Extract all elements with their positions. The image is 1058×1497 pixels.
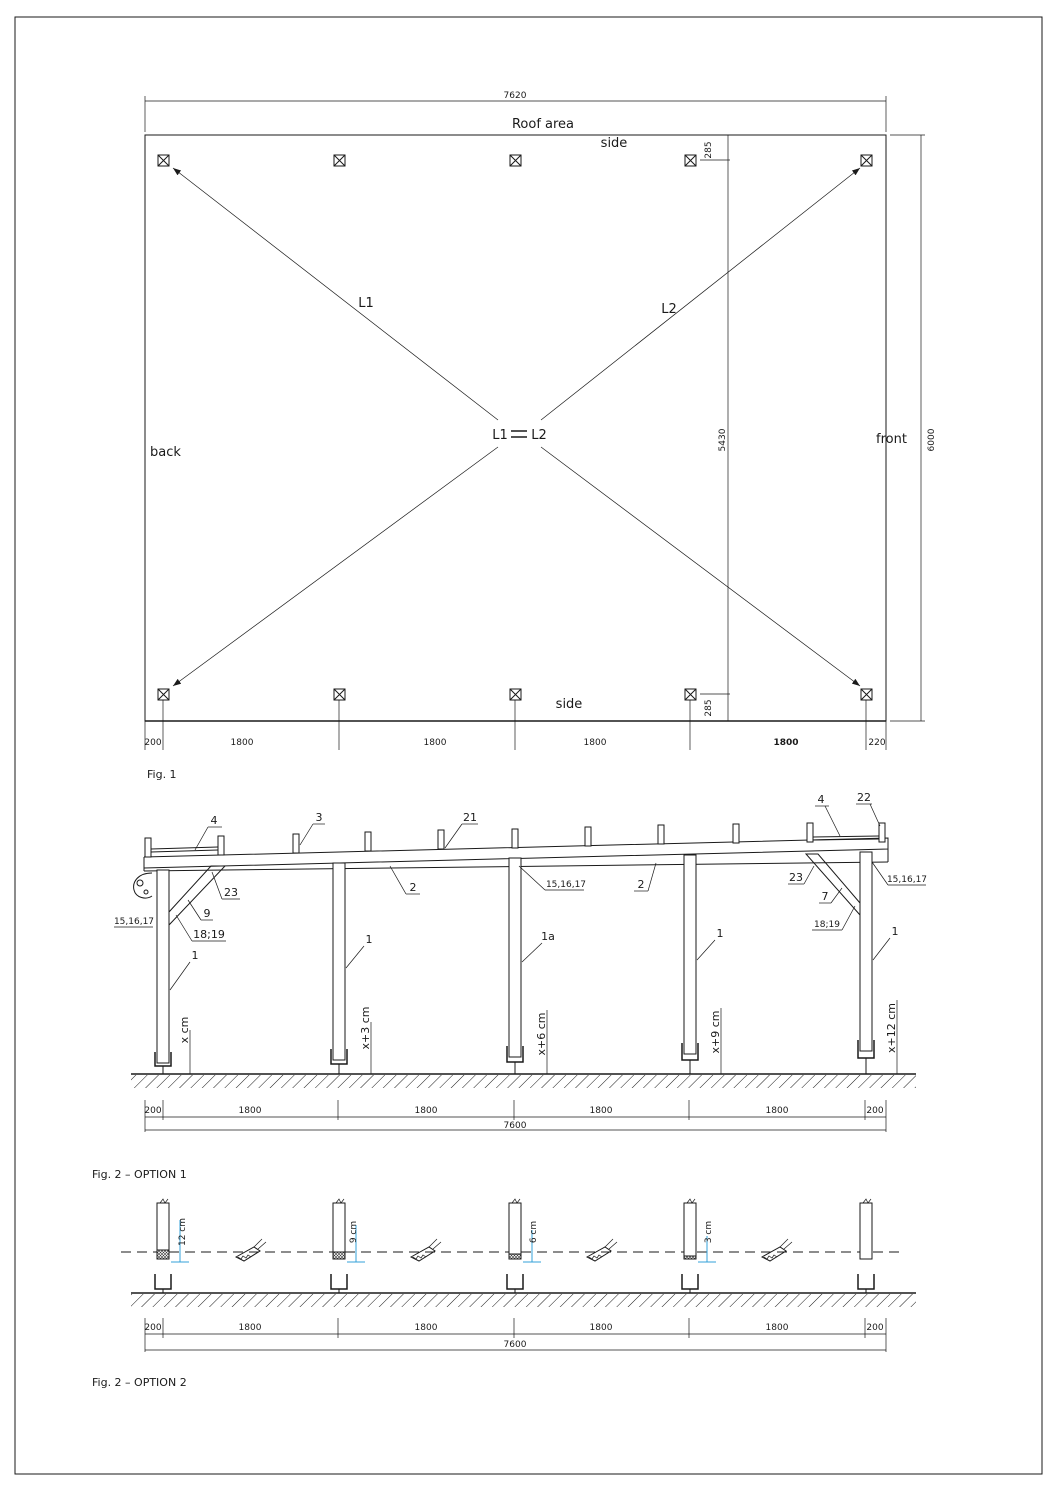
saw-icon (587, 1239, 617, 1261)
post (684, 855, 696, 1054)
dim-opt2-3: 1800 (589, 1323, 613, 1333)
dim-total-width: 7620 (503, 91, 527, 101)
diagonal-L1-top (173, 168, 498, 420)
label-post-3: 1a (541, 930, 555, 943)
post-marker (861, 689, 872, 700)
post-stub (333, 1203, 345, 1259)
label-part-23-right: 23 (789, 871, 803, 884)
label-part-4-left: 4 (210, 814, 218, 827)
post-stub (684, 1203, 696, 1259)
post-marker (861, 155, 872, 166)
height-post-3: x+6 cm (535, 1012, 548, 1056)
equality-left: L1 (492, 428, 508, 443)
dim-total-height: 6000 (927, 428, 937, 452)
cut-3: 6 cm (529, 1220, 539, 1244)
post-marker (158, 155, 169, 166)
label-part-23-left: 23 (224, 886, 238, 899)
label-part-9: 9 (203, 907, 211, 920)
diagonal-L2-top (541, 168, 860, 420)
dim-opt1-5: 200 (866, 1106, 884, 1116)
post-marker (685, 155, 696, 166)
dim-opt2-1: 1800 (238, 1323, 262, 1333)
dim-opt2-total: 7600 (503, 1340, 527, 1350)
dim-fig1-4: 1800 (773, 738, 799, 748)
bolt-detail-left (134, 873, 152, 898)
fig1-plan-view (144, 91, 937, 781)
fig1-caption: Fig. 1 (147, 768, 177, 781)
roof-area-label: Roof area (511, 117, 575, 132)
post-marker (510, 155, 521, 166)
fig2-option1-elevation (92, 791, 927, 1181)
dim-offset-bottom: 285 (704, 699, 714, 717)
dim-fig1-0: 200 (144, 738, 162, 748)
dim-inner-height: 5430 (718, 428, 728, 452)
label-part-2-b: 2 (637, 878, 645, 891)
roof-outline (145, 135, 886, 721)
post (509, 858, 521, 1057)
saw-icon (762, 1239, 792, 1261)
post (333, 863, 345, 1060)
label-part-1819-right: 18;19 (814, 920, 840, 930)
label-part-21: 21 (463, 811, 477, 824)
saw-icon (236, 1239, 266, 1261)
height-post-4: x+9 cm (709, 1010, 722, 1054)
dim-fig1-3: 1800 (583, 738, 607, 748)
dim-opt2-4: 1800 (765, 1323, 789, 1333)
front-label: front (876, 432, 907, 447)
dim-opt1-4: 1800 (765, 1106, 789, 1116)
posts-option1 (155, 852, 874, 1074)
post-marker (685, 689, 696, 700)
label-part-151617-right: 15,16,17 (886, 875, 928, 885)
post (860, 852, 872, 1051)
back-label: back (150, 445, 181, 460)
equality-right: L2 (531, 428, 547, 443)
panel-4-right (813, 836, 879, 837)
height-post-1: x cm (178, 1016, 191, 1044)
diagonal-L1-bottom (541, 447, 860, 686)
label-post-2: 1 (365, 933, 373, 946)
dim-opt1-3: 1800 (589, 1106, 613, 1116)
ground-hatch-2 (131, 1294, 916, 1307)
dim-opt1-2: 1800 (414, 1106, 438, 1116)
dim-offset-top: 285 (704, 141, 714, 159)
post-marker (334, 689, 345, 700)
side-bottom-label: side (555, 697, 583, 712)
fig2-option2-cut-detail (92, 1199, 916, 1389)
side-top-label: side (600, 136, 628, 151)
label-part-2-a: 2 (409, 881, 417, 894)
brace-left (169, 866, 225, 925)
cut-1: 12 cm (178, 1217, 188, 1247)
cut-2: 9 cm (349, 1220, 359, 1244)
ground-hatch-1 (131, 1075, 916, 1088)
post-marker (158, 689, 169, 700)
height-post-2: x+3 cm (359, 1006, 372, 1050)
label-part-4-right: 4 (817, 793, 825, 806)
height-post-5: x+12 cm (885, 1003, 898, 1053)
label-post-5: 1 (891, 925, 899, 938)
post-markers-bottom (158, 689, 872, 700)
dim-fig1-2: 1800 (423, 738, 447, 748)
post (157, 870, 169, 1063)
fig2-option1-caption: Fig. 2 – OPTION 1 (92, 1168, 187, 1181)
cut-4: 3 cm (704, 1220, 714, 1244)
label-post-1: 1 (191, 949, 199, 962)
fig2-option2-caption: Fig. 2 – OPTION 2 (92, 1376, 187, 1389)
dim-opt1-0: 200 (144, 1106, 162, 1116)
label-L2: L2 (661, 302, 677, 317)
dim-opt1-1: 1800 (238, 1106, 262, 1116)
label-post-4: 1 (716, 927, 724, 940)
label-part-7: 7 (821, 890, 829, 903)
label-part-3: 3 (315, 811, 323, 824)
label-part-22: 22 (857, 791, 871, 804)
dim-fig1-1: 1800 (230, 738, 254, 748)
post-stub (509, 1203, 521, 1259)
post-stub (860, 1203, 872, 1259)
dim-fig1-5: 220 (868, 738, 886, 748)
label-L1: L1 (358, 296, 374, 311)
post-marker (510, 689, 521, 700)
dim-opt2-2: 1800 (414, 1323, 438, 1333)
post-markers-top (158, 155, 872, 166)
diagonal-L2-bottom (173, 447, 498, 686)
post-marker (334, 155, 345, 166)
dim-opt2-0: 200 (144, 1323, 162, 1333)
saw-icon (411, 1239, 441, 1261)
dim-opt2-5: 200 (866, 1323, 884, 1333)
dim-opt1-total: 7600 (503, 1121, 527, 1131)
label-part-151617-left: 15,16,17 (113, 917, 155, 927)
label-part-1819-left: 18;19 (193, 928, 225, 941)
label-part-151617-mid: 15,16,17 (545, 880, 587, 890)
panel-4-left (151, 850, 218, 852)
